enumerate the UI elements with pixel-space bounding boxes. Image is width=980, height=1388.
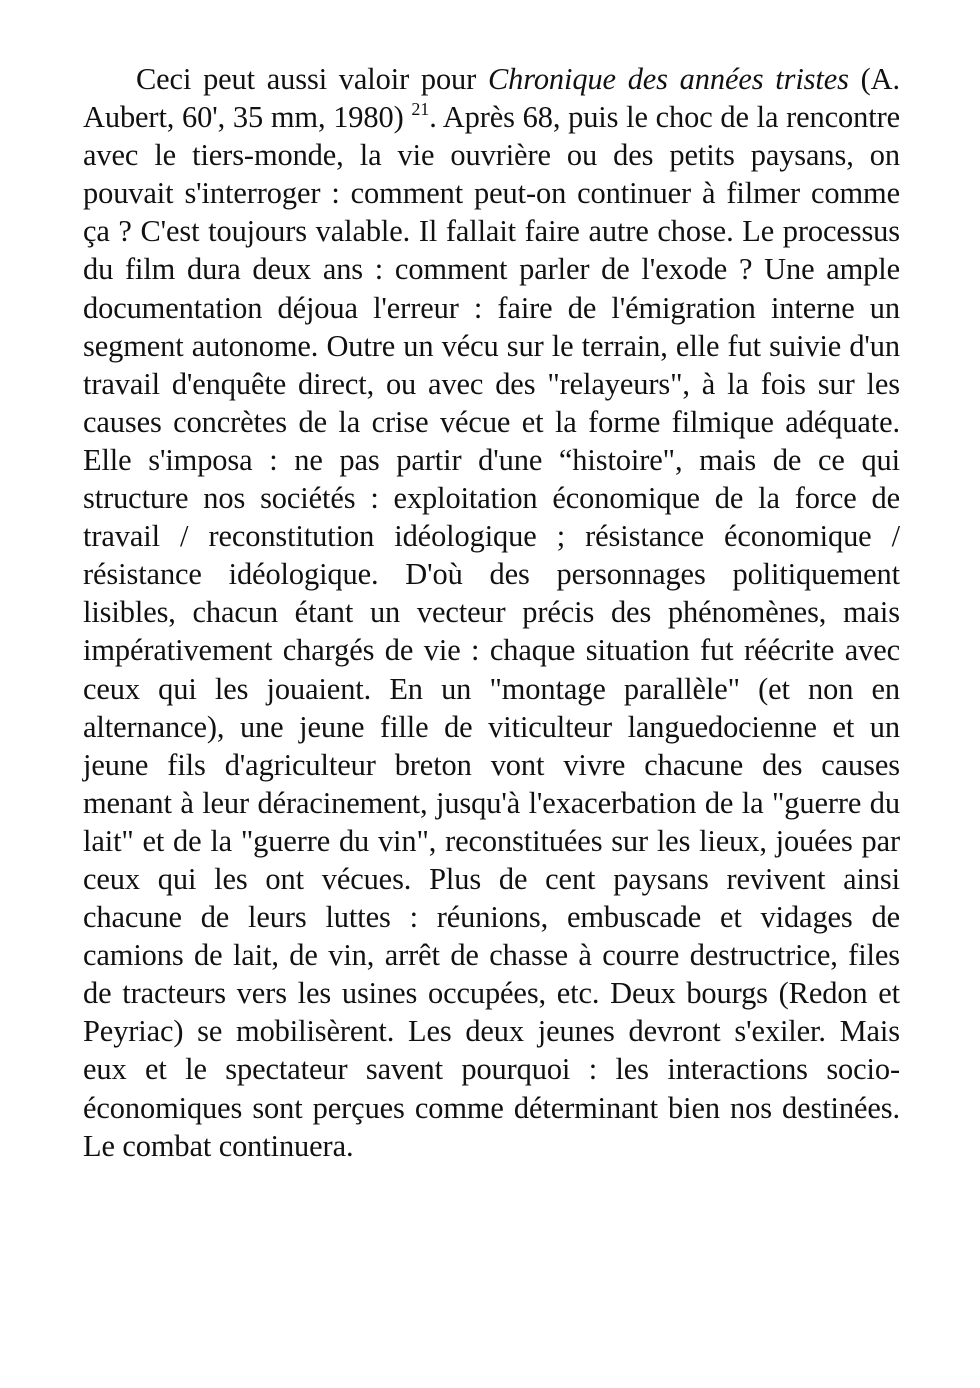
paragraph-body: . Après 68, puis le choc de la rencontre avec le tiers-monde, la vie ouvrière ou des petits paysans, on pouvait s'interroger : comment peut-on continuer à filmer comme ça ? C'est toujours valable. Il fallait faire autre chose. Le processus du film dura deux ans : comment parler de l'exode ? Une ample documentation déjoua l'erreur : faire de l'émigration interne un segment autonome. Outre un vécu sur le terrain, elle fut suivie d'un travail d'enquête direct, ou avec des "relayeurs", à la fois sur les causes concrètes de la crise vécue et la forme filmique adéquate. Elle s'imposa : ne pas partir d'une “histoire", mais de ce qui structure nos sociétés : exploitation économique de la force de travail / reconstitution idéologique ; résistance économique / résistance idéologique. D'où des personnages politiquement lisibles, chacun étant un vecteur précis des phénomènes, mais impérativement chargés de vie : chaque situation fut réécrite avec ceux qui les jouaient. En un "montage parallèle" (et non en alternance), une jeune fille de viticulteur languedocienne et un jeune fils d'agriculteur breton vont vivre chacune des causes menant à leur déracinement, jusqu'à l'exacerbation de la "guerre du lait" et de la "guerre du vin", reconstituées sur les lieux, jouées par ceux qui les ont vécues. Plus de cent paysans revivent ainsi chacune de leurs luttes : réunions, embuscade et vidages de camions de lait, de vin, arrêt de chasse à courre destructrice, files de tracteurs vers les usines occupées, etc. Deux bourgs (Redon et Peyriac) se mobilisèrent. Les deux jeunes devront s'exiler. Mais eux et le spectateur savent pourquoi : les interactions socio-économiques sont perçues comme déterminant bien nos destinées. Le combat continuera. [83, 100, 900, 1163]
film-title: Chronique des années tristes [487, 62, 849, 96]
footnote-reference[interactable]: 21 [411, 99, 430, 120]
paragraph-intro: Ceci peut aussi valoir pour [136, 62, 488, 96]
film-credits: (A. Aubert, 60', 35 mm, 1980) [83, 62, 900, 135]
body-paragraph [83, 60, 900, 1165]
